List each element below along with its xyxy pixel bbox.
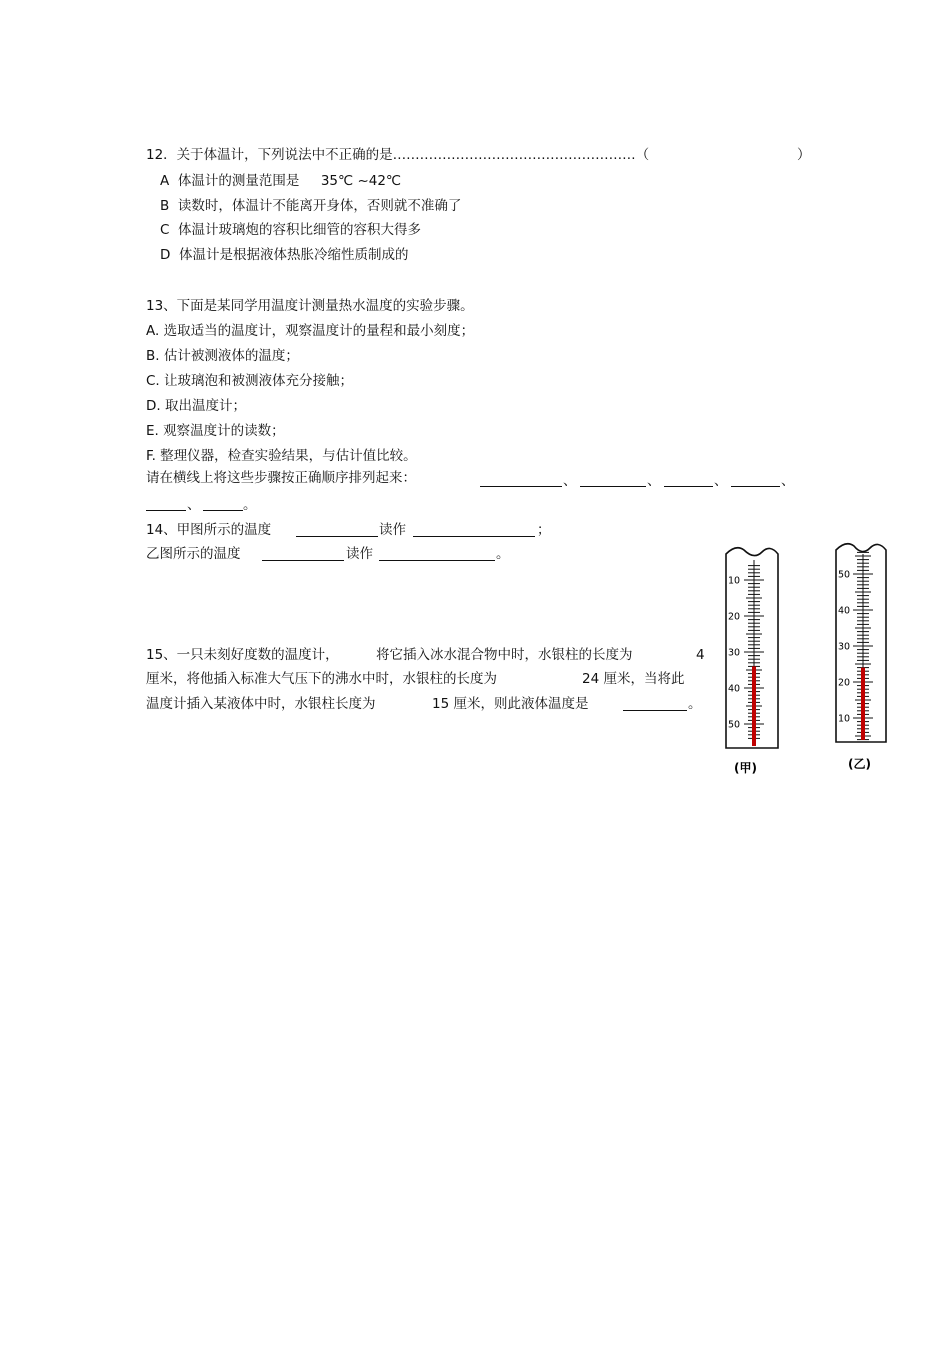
q12-option-a: A 体温计的测量范围是 35℃ ~42℃	[160, 173, 402, 189]
thermometer-figure	[718, 540, 898, 780]
q15-line3-b: 15 厘米，则此液体温度是	[432, 696, 589, 712]
thermometer-jia-mercury	[752, 666, 756, 746]
q13-instruction: 请在横线上将这些步骤按正确顺序排列起来：	[146, 470, 416, 486]
thermometer-yi-caption: (乙)	[848, 757, 871, 771]
thermometer-yi-label: 30	[838, 641, 851, 653]
q13-sep: 、	[647, 473, 661, 489]
thermometer-jia-caption: (甲)	[734, 761, 757, 775]
thermometer-jia-label: 40	[728, 683, 741, 695]
thermometer-yi-mercury	[861, 668, 865, 740]
q13-blank-5[interactable]	[146, 497, 186, 511]
thermometer-yi-label: 50	[838, 569, 851, 581]
q13-sep: 、	[714, 473, 728, 489]
q13-sep: 、	[563, 473, 577, 489]
q13-end: 。	[243, 497, 257, 513]
q12-stem: 12．关于体温计，下列说法中不正确的是………………………………………………（	[146, 147, 650, 163]
q14-line1-readas: 读作	[379, 522, 406, 538]
q14-line2-end: 。	[496, 546, 510, 562]
thermometer-jia-label: 20	[728, 611, 741, 623]
q13-blank-1[interactable]	[480, 473, 562, 487]
q13-step-d: D. 取出温度计；	[146, 398, 246, 414]
q13-step-a: A. 选取适当的温度计，观察温度计的量程和最小刻度；	[146, 323, 475, 339]
q15-line2-b: 24 厘米，当将此	[582, 671, 685, 687]
q14-yi-temp-blank[interactable]	[262, 547, 344, 561]
q14-jia-read-blank[interactable]	[413, 523, 535, 537]
thermometer-yi-label: 10	[838, 713, 851, 725]
q14-yi-read-blank[interactable]	[379, 547, 495, 561]
q12-option-d: D 体温计是根据液体热胀冷缩性质制成的	[160, 247, 409, 263]
thermometer-jia-label: 30	[728, 647, 741, 659]
q13-sep: 、	[187, 497, 201, 513]
q15-line3-end: 。	[688, 696, 702, 712]
q15-line1-a: 15、一只未刻好度数的温度计，	[146, 647, 339, 663]
q13-blank-4[interactable]	[731, 473, 780, 487]
thermometer-yi-label: 20	[838, 677, 851, 689]
q12-option-b: B 读数时，体温计不能离开身体，否则就不准确了	[160, 198, 462, 214]
thermometer-yi-label: 40	[838, 605, 851, 617]
q13-blank-3[interactable]	[664, 473, 713, 487]
q14-line1-label: 14、甲图所示的温度	[146, 522, 272, 538]
thermometer-jia-label: 10	[728, 575, 741, 587]
thermometer-jia	[726, 548, 778, 775]
q13-step-e: E. 观察温度计的读数；	[146, 423, 285, 439]
q14-line2-label: 乙图所示的温度	[146, 546, 241, 562]
q13-sep: 、	[781, 473, 795, 489]
thermometer-jia-label: 50	[728, 719, 741, 731]
q14-line1-end: ；	[537, 522, 551, 538]
q13-blank-6[interactable]	[203, 497, 243, 511]
q15-line3-a: 温度计插入某液体中时，水银柱长度为	[146, 696, 376, 712]
q13-step-b: B. 估计被测液体的温度；	[146, 348, 299, 364]
q15-line1-b: 将它插入冰水混合物中时，水银柱的长度为	[376, 647, 633, 663]
q15-answer-blank[interactable]	[623, 697, 687, 711]
q14-line2-readas: 读作	[346, 546, 373, 562]
q13-step-c: C. 让玻璃泡和被测液体充分接触；	[146, 373, 354, 389]
q15-line1-c: 4	[696, 647, 705, 663]
q14-jia-temp-blank[interactable]	[296, 523, 378, 537]
q13-stem: 13、下面是某同学用温度计测量热水温度的实验步骤。	[146, 298, 474, 314]
q13-step-f: F. 整理仪器，检查实验结果，与估计值比较。	[146, 448, 417, 464]
q12-answer-paren: ）	[797, 147, 811, 163]
q13-blank-2[interactable]	[580, 473, 646, 487]
q12-option-c: C 体温计玻璃炮的容积比细管的容积大得多	[160, 222, 422, 238]
q15-line2-a: 厘米，将他插入标准大气压下的沸水中时，水银柱的长度为	[146, 671, 497, 687]
thermometer-yi	[836, 544, 886, 771]
